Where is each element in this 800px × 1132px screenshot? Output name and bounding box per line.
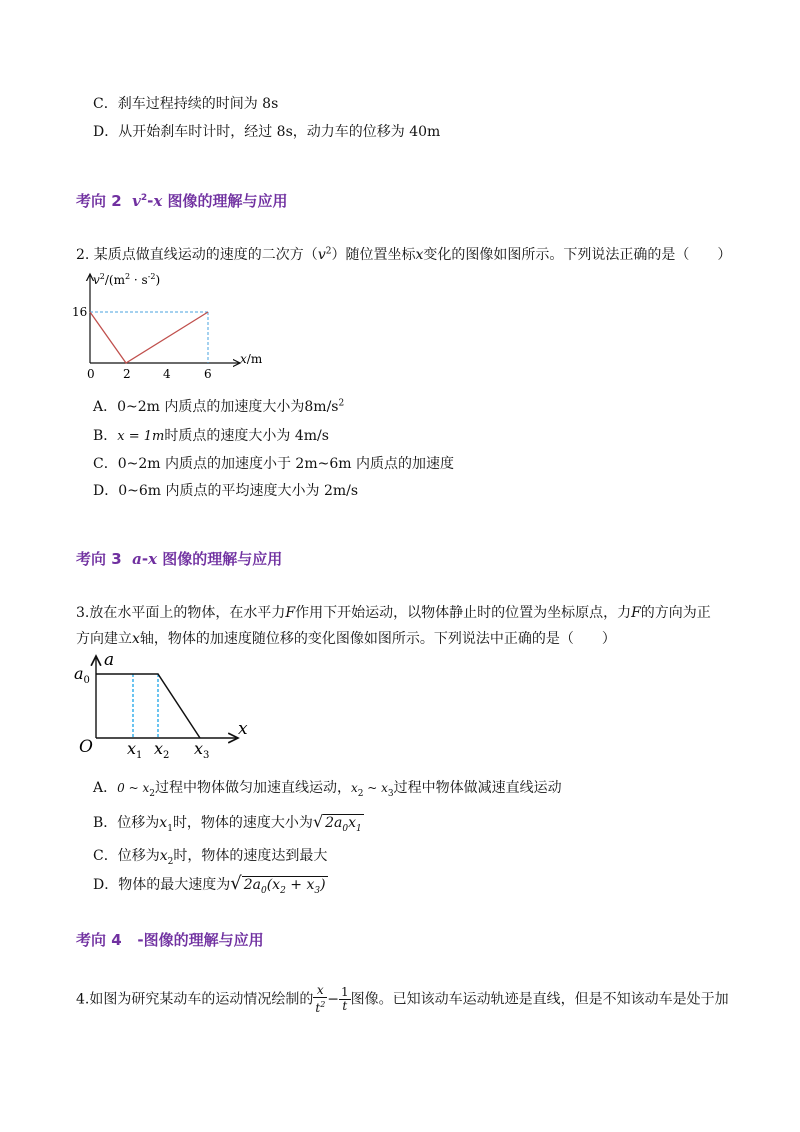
- q2-x-label: x/m: [240, 352, 263, 366]
- q2-option-d: D．0~6m 内质点的平均速度大小为 2m/s: [93, 483, 359, 499]
- q3-line2-a: 方向建立: [76, 631, 132, 647]
- q4-frac1-den: [313, 998, 327, 1015]
- q2-x-tick-6: 6: [204, 367, 212, 381]
- q3-line1-F: F: [285, 605, 296, 621]
- q3-option-b-root-2a: 2a: [325, 815, 343, 831]
- section-3-dash: -: [141, 550, 149, 568]
- q2-stem: [76, 244, 731, 264]
- q3-x1-label: $x_1$: [127, 739, 143, 761]
- q2-x-tick-2: 2: [123, 367, 131, 381]
- q2-option-b-text: 时质点的速度大小为 4m/s: [164, 428, 329, 444]
- section-4-rest: -图像的理解与应用: [137, 931, 264, 949]
- section-3-var-a: a: [132, 550, 142, 568]
- q3-option-d: D．物体的最大速度为√ $2a_0(x_2 + x_3)$: [93, 873, 326, 896]
- q2-y-label: $v^2/(m^2 \cdot s^{-2})$: [93, 272, 161, 287]
- q3-option-b-root-sub0: 0: [342, 823, 349, 834]
- q4-fraction-1-over-t: [339, 986, 351, 1013]
- q3-line2-x: x: [132, 631, 140, 647]
- q3-option-a-text2: 过程中物体做减速直线运动: [393, 780, 562, 796]
- q3-option-a-text1: 过程中物体做匀加速直线运动，: [154, 780, 351, 796]
- section-4-prefix: 考向 4: [76, 931, 122, 949]
- q3-option-b: B．位移为$x_1$时，物体的速度大小为√ $2a_0x_1$: [93, 812, 362, 834]
- q4-minus: −: [327, 991, 340, 1008]
- q3-option-b-root-x: x: [348, 815, 357, 831]
- q3-option-b-sqrt: [323, 814, 364, 834]
- q3-option-b-sub: 1: [167, 823, 173, 834]
- section-2-dash: -: [147, 192, 154, 210]
- q3-option-d-root-plus: + x: [285, 877, 315, 893]
- q2-stem-x: x: [415, 247, 424, 263]
- q3-y-label: a: [104, 650, 115, 670]
- q3-stem-line2: [76, 628, 616, 648]
- q1-option-d: D．从开始刹车时计时，经过 8s，动力车的位移为 40m: [93, 124, 441, 140]
- q3-option-a-range2-mid: ~ x: [363, 781, 388, 795]
- q4-frac1-num: x: [313, 984, 327, 998]
- q3-origin-label: O: [79, 737, 93, 757]
- section-2-title: [76, 190, 288, 211]
- q3-option-a: [93, 777, 562, 799]
- q1-option-c: C．刹车过程持续的时间为 8s: [93, 96, 279, 112]
- q3-option-d-root-2a: 2a: [243, 877, 261, 893]
- q3-option-a-label: A．: [93, 780, 118, 796]
- section-4-title: [76, 929, 264, 950]
- q2-option-b-label: B．: [93, 428, 118, 444]
- q4-text-a: 4.如图为研究某动车的运动情况绘制的: [76, 991, 314, 1008]
- q2-stem-v: v: [317, 247, 326, 263]
- q2-stem-exp: 2: [325, 246, 332, 257]
- q2-stem-c: 变化的图像如图所示。下列说法正确的是（ ）: [423, 247, 732, 263]
- section-3-title: [76, 548, 282, 569]
- q3-line1-b: 作用下开始运动，以物体静止时的位置为坐标原点，力: [295, 605, 632, 621]
- q2-stem-b: ）随位置坐标: [331, 247, 416, 263]
- section-3-var-x: x: [148, 550, 158, 568]
- q2-stem-a: 2. 某质点做直线运动的速度的二次方（: [76, 247, 318, 263]
- q4-text-b: 图像。已知该动车运动轨迹是直线，但是不知该动车是处于加: [350, 991, 729, 1008]
- q3-option-b-text2: 时，物体的速度大小为: [172, 815, 313, 831]
- section-2-exp: 2: [140, 193, 148, 203]
- q2-option-b-eq: x = 1m: [117, 429, 165, 444]
- q4-frac2-den: t: [342, 999, 348, 1013]
- q3-option-d-root-sub0: 0: [260, 885, 267, 896]
- q2-x-tick-0: 0: [87, 367, 95, 381]
- q2-x-tick-4: 4: [163, 367, 171, 381]
- q3-a0-label: $a_0$: [74, 664, 90, 686]
- q2-y-tick-16: 16: [72, 305, 88, 319]
- q3-stem-line1: [76, 602, 711, 622]
- q3-option-d-sqrt: [242, 876, 328, 896]
- q3-option-c-text: C．位移为: [93, 848, 160, 864]
- section-2-prefix: 考向 2: [76, 192, 122, 210]
- q2-option-a-value: 8m/s: [304, 399, 339, 415]
- q3-option-a-range2: x: [350, 781, 358, 795]
- q2-option-a-text: A．0~2m 内质点的加速度大小为: [93, 399, 305, 415]
- q3-line2-b: 轴，物体的加速度随位移的变化图像如图所示。下列说法中正确的是（ ）: [139, 631, 616, 647]
- q2-v2-x-graph: [68, 266, 308, 386]
- q3-x3-label: $x_3$: [194, 739, 210, 761]
- section-2-var-x: x: [153, 192, 163, 210]
- q3-x2-label: $x_2$: [154, 739, 170, 761]
- q4-frac1-den-t: t: [315, 1001, 321, 1015]
- q4-stem: [76, 984, 729, 1015]
- section-2-rest: 图像的理解与应用: [167, 192, 288, 210]
- q2-option-c: C．0~2m 内质点的加速度小于 2m~6m 内质点的加速度: [93, 456, 454, 472]
- section-3-rest: 图像的理解与应用: [162, 550, 283, 568]
- q3-option-d-text: D．物体的最大速度为: [93, 877, 231, 893]
- q3-option-a-range1-sub: 2: [149, 788, 155, 799]
- section-3-prefix: 考向 3: [76, 550, 122, 568]
- q3-option-a-range1: 0 ~ x: [117, 781, 150, 795]
- q3-option-d-root-close: ): [320, 877, 326, 893]
- q2-option-a-exp: 2: [338, 398, 345, 409]
- q3-option-d-root-sub2: 2: [280, 885, 286, 896]
- q3-option-a-range2-sub1: 2: [357, 788, 364, 799]
- q3-a-x-graph: [70, 648, 260, 766]
- q3-line1-c: 的方向为正: [640, 605, 711, 621]
- q3-option-b-x: x: [159, 815, 168, 831]
- q4-frac1-den-exp: 2: [320, 1000, 326, 1009]
- q3-option-c-text2: 时，物体的速度达到最大: [173, 848, 328, 864]
- q3-option-d-root-sub3: 3: [314, 885, 321, 896]
- q3-line1-F2: F: [631, 605, 641, 621]
- q2-option-b: [93, 425, 329, 445]
- q3-data-line: [96, 674, 200, 738]
- q3-option-b-root-sub1: 1: [356, 823, 362, 834]
- q2-option-a: [93, 396, 344, 416]
- q2-data-line: [90, 312, 208, 363]
- q4-frac2-num: 1: [341, 985, 349, 999]
- q3-option-c-sub: 2: [167, 856, 174, 867]
- q3-x-label: x: [238, 719, 248, 739]
- q3-option-a-range2-sub2: 3: [387, 788, 394, 799]
- q4-fraction-x-over-t2: [313, 984, 327, 1015]
- section-2-var-v: v: [132, 192, 141, 210]
- q3-option-c-x: x: [159, 848, 168, 864]
- q3-line1-a: 3.放在水平面上的物体，在水平力: [76, 605, 286, 621]
- q3-option-d-root-open: (x: [266, 877, 281, 893]
- q3-option-b-text: B．位移为: [93, 815, 160, 831]
- q3-option-c: [93, 845, 327, 867]
